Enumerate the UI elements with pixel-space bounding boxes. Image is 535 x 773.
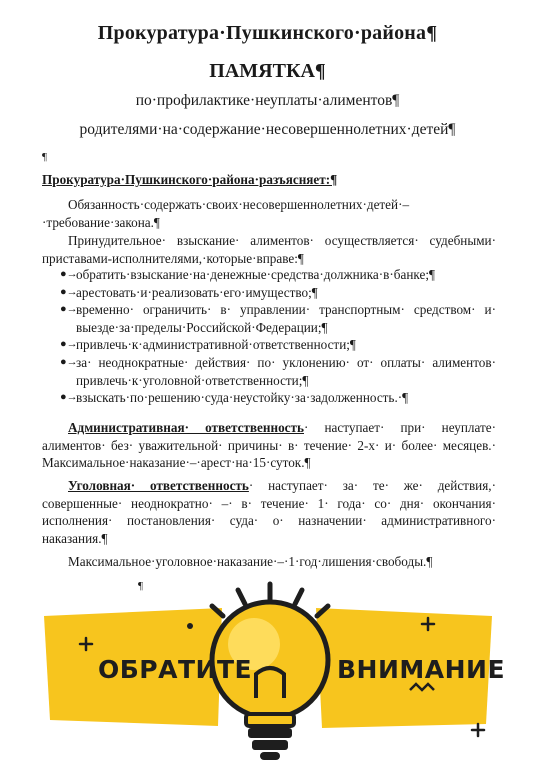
bullet-marker: ●→ (60, 338, 78, 351)
bulb-base-2 (252, 740, 288, 750)
banner-right-text: ВНИМАНИЕ (337, 655, 506, 684)
memo-heading: ПАМЯТКА¶ (209, 60, 326, 82)
bailiff-powers-list (60, 266, 496, 407)
paragraph-enforcement: Принудительное· взыскание· алиментов· осуществляется· судебными· приставами-исполнителями,·которые·вправе:¶ (42, 233, 496, 266)
paragraph-duty: Обязанность·содержать·своих·несовершеннолетних·детей·–·требование·закона.¶ (42, 197, 410, 230)
subtitle-line-1: по·профилактике·неуплаты·алиментов¶ (135, 92, 400, 109)
banner-left-text: ОБРАТИТЕ (98, 655, 253, 684)
criminal-liability-term: Уголовная· ответственность (68, 478, 249, 493)
list-item-text: за· неоднократные· действия· по· уклонению· от· оплаты· алиментов· привлечь·к·уголовной·ответственности;¶ (76, 354, 496, 388)
bulb-base-tip (260, 752, 280, 760)
document-title: Прокуратура·Пушкинского·района¶ (97, 22, 438, 44)
list-item-text: временно· ограничить· в· управлении· транспортным· средством· и· выезде·за·пределы·Российской·Федерации;¶ (76, 302, 496, 335)
bullet-marker: ●→ (60, 391, 78, 404)
subtitle-line-2: родителями·на·содержание·несовершеннолетних·детей¶ (79, 121, 456, 138)
bullet-marker: ●→ (60, 355, 78, 368)
list-item-text: арестовать·и·реализовать·его·имущество;¶ (76, 284, 318, 300)
paragraph-criminal (42, 477, 496, 547)
bullet-marker: ●→ (60, 285, 78, 298)
section-heading: Прокуратура·Пушкинского·района·разъясняет:¶ (42, 172, 338, 187)
trailing-paragraph-mark: ¶ (138, 580, 143, 592)
list-item (60, 266, 496, 284)
list-item (60, 301, 496, 336)
list-item-text: взыскать·по·решению·суда·неустойку·за·задолженность.·¶ (76, 390, 409, 406)
decorative-dot (187, 623, 193, 629)
administrative-liability-text: · наступает· при· неуплате· алиментов· без· уважительной· причины· в· течение· 2-х· и· более· месяцев.· Максимальное·наказание·–·арест·на·15·суток.¶ (42, 420, 496, 471)
empty-paragraph-mark: ¶ (42, 151, 47, 163)
bullet-marker: ●→ (60, 303, 78, 316)
list-item (60, 284, 496, 302)
list-item (60, 354, 496, 389)
bulb-base-1 (248, 728, 292, 738)
list-item (60, 389, 496, 407)
list-item-text: обратить·взыскание·на·денежные·средства·должника·в·банке;¶ (76, 267, 435, 282)
criminal-liability-text: · наступает· за· те· же· действия,· совершенные· неоднократно· –· в· течение· 1· года· со· дня· окончания· исполнения· постановления· суда· о· назначении· административного· наказания.¶ (42, 478, 496, 546)
administrative-liability-term: Административная· ответственность (68, 420, 304, 435)
paragraph-max-penalty: Максимальное·уголовное·наказание·–·1·год·лишения·свободы.¶ (68, 554, 433, 569)
bulb-neck (246, 714, 294, 726)
list-item (60, 336, 496, 354)
bullet-marker: ●→ (60, 268, 78, 280)
list-item-text: привлечь·к·административной·ответственности;¶ (76, 337, 356, 353)
paragraph-administrative (42, 419, 496, 472)
